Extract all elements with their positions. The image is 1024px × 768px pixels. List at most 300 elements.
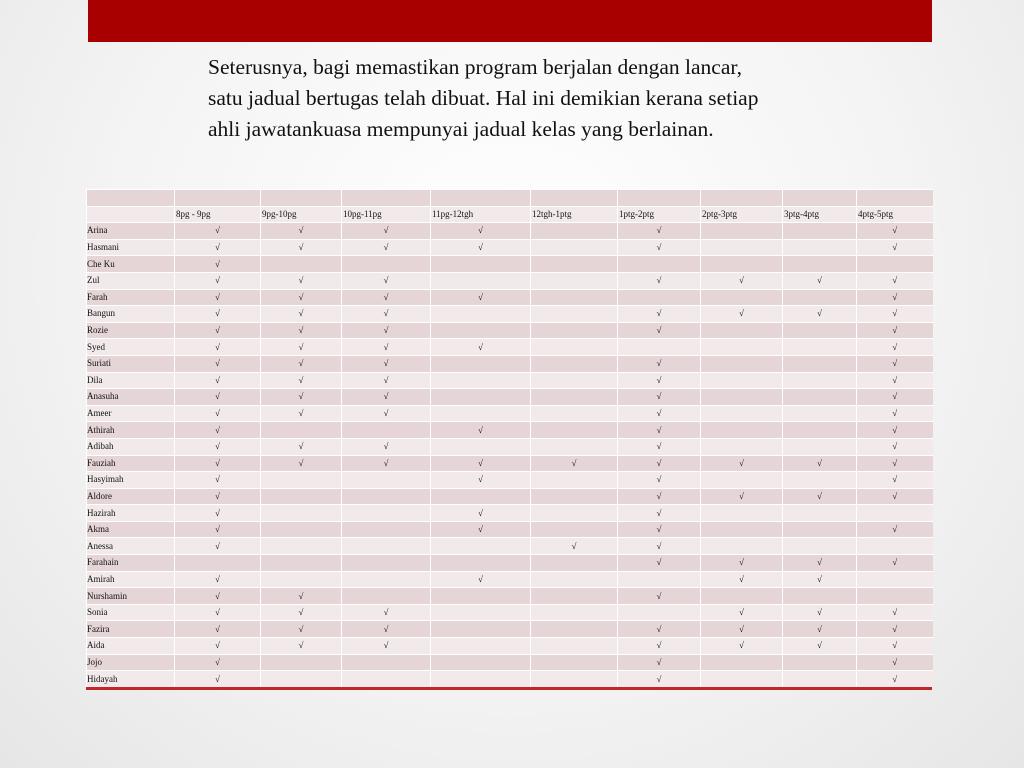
time-slot-header: 2ptg-3ptg (701, 206, 783, 223)
member-name: Hidayah (87, 671, 175, 687)
empty-slot-cell (618, 604, 701, 621)
empty-slot-cell (531, 472, 618, 489)
empty-slot-cell (783, 256, 857, 273)
duty-check-mark: √ (342, 355, 431, 372)
duty-check-mark: √ (857, 472, 933, 489)
duty-check-mark: √ (701, 571, 783, 588)
empty-slot-cell (431, 389, 531, 406)
empty-slot-cell (783, 438, 857, 455)
duty-schedule-table (86, 189, 933, 687)
table-row (87, 256, 933, 273)
empty-slot-cell (531, 272, 618, 289)
empty-slot-cell (531, 654, 618, 671)
duty-check-mark: √ (175, 521, 261, 538)
empty-slot-cell (701, 538, 783, 555)
duty-check-mark: √ (261, 355, 342, 372)
duty-check-mark: √ (618, 372, 701, 389)
empty-slot-cell (531, 571, 618, 588)
duty-check-mark: √ (783, 455, 857, 472)
duty-check-mark: √ (342, 272, 431, 289)
duty-check-mark: √ (261, 306, 342, 323)
blank-cell (342, 190, 431, 207)
duty-check-mark: √ (618, 555, 701, 572)
time-slot-header: 4ptg-5ptg (857, 206, 933, 223)
member-name: Adibah (87, 438, 175, 455)
duty-check-mark: √ (701, 455, 783, 472)
duty-check-mark: √ (175, 239, 261, 256)
empty-slot-cell (783, 339, 857, 356)
empty-slot-cell (431, 488, 531, 505)
empty-slot-cell (531, 355, 618, 372)
duty-check-mark: √ (618, 438, 701, 455)
empty-slot-cell (342, 472, 431, 489)
empty-slot-cell (261, 538, 342, 555)
member-name: Anasuha (87, 389, 175, 406)
table-row (87, 272, 933, 289)
duty-check-mark: √ (857, 604, 933, 621)
duty-check-mark: √ (431, 422, 531, 439)
empty-slot-cell (783, 422, 857, 439)
empty-slot-cell (783, 472, 857, 489)
duty-check-mark: √ (857, 654, 933, 671)
empty-slot-cell (701, 355, 783, 372)
duty-check-mark: √ (618, 505, 701, 522)
duty-check-mark: √ (857, 521, 933, 538)
member-name: Fazira (87, 621, 175, 638)
time-slot-header: 3ptg-4ptg (783, 206, 857, 223)
duty-check-mark: √ (342, 223, 431, 240)
empty-slot-cell (342, 256, 431, 273)
duty-check-mark: √ (431, 223, 531, 240)
table-row (87, 339, 933, 356)
empty-slot-cell (783, 372, 857, 389)
member-name: Rozie (87, 322, 175, 339)
duty-check-mark: √ (618, 472, 701, 489)
empty-slot-cell (618, 571, 701, 588)
empty-slot-cell (531, 256, 618, 273)
duty-check-mark: √ (857, 289, 933, 306)
empty-slot-cell (342, 671, 431, 687)
empty-slot-cell (857, 571, 933, 588)
empty-slot-cell (342, 555, 431, 572)
duty-check-mark: √ (175, 538, 261, 555)
empty-slot-cell (783, 405, 857, 422)
empty-slot-cell (431, 438, 531, 455)
duty-schedule-table-container (86, 189, 932, 690)
empty-slot-cell (701, 223, 783, 240)
duty-check-mark: √ (261, 372, 342, 389)
duty-check-mark: √ (342, 389, 431, 406)
duty-check-mark: √ (175, 322, 261, 339)
empty-slot-cell (431, 671, 531, 687)
table-row (87, 505, 933, 522)
duty-check-mark: √ (857, 389, 933, 406)
duty-check-mark: √ (857, 555, 933, 572)
duty-check-mark: √ (261, 638, 342, 655)
member-name: Ameer (87, 405, 175, 422)
duty-check-mark: √ (618, 389, 701, 406)
empty-slot-cell (701, 671, 783, 687)
duty-check-mark: √ (783, 638, 857, 655)
duty-check-mark: √ (857, 455, 933, 472)
duty-check-mark: √ (175, 289, 261, 306)
time-slot-header-row (87, 206, 933, 223)
empty-slot-cell (857, 538, 933, 555)
empty-slot-cell (342, 422, 431, 439)
empty-slot-cell (531, 621, 618, 638)
table-row (87, 455, 933, 472)
empty-slot-cell (783, 671, 857, 687)
table-row (87, 538, 933, 555)
duty-check-mark: √ (261, 438, 342, 455)
member-name: Athirah (87, 422, 175, 439)
member-name: Fauziah (87, 455, 175, 472)
blank-cell (87, 190, 175, 207)
duty-check-mark: √ (531, 538, 618, 555)
table-row (87, 571, 933, 588)
empty-slot-cell (701, 472, 783, 489)
table-row (87, 322, 933, 339)
duty-check-mark: √ (618, 638, 701, 655)
empty-slot-cell (261, 571, 342, 588)
duty-check-mark: √ (342, 604, 431, 621)
empty-slot-cell (531, 521, 618, 538)
table-row (87, 306, 933, 323)
duty-check-mark: √ (618, 405, 701, 422)
empty-slot-cell (618, 256, 701, 273)
duty-check-mark: √ (431, 239, 531, 256)
empty-slot-cell (531, 438, 618, 455)
duty-check-mark: √ (701, 555, 783, 572)
empty-slot-cell (431, 322, 531, 339)
empty-slot-cell (342, 571, 431, 588)
duty-check-mark: √ (261, 455, 342, 472)
table-row (87, 555, 933, 572)
blank-cell (531, 190, 618, 207)
duty-check-mark: √ (618, 272, 701, 289)
empty-slot-cell (531, 488, 618, 505)
duty-check-mark: √ (261, 272, 342, 289)
duty-check-mark: √ (175, 455, 261, 472)
duty-check-mark: √ (175, 671, 261, 687)
blank-cell (618, 190, 701, 207)
table-row (87, 389, 933, 406)
empty-slot-cell (431, 654, 531, 671)
duty-check-mark: √ (857, 488, 933, 505)
empty-slot-cell (701, 405, 783, 422)
empty-slot-cell (342, 488, 431, 505)
table-row (87, 654, 933, 671)
member-name: Hazirah (87, 505, 175, 522)
duty-check-mark: √ (857, 372, 933, 389)
empty-slot-cell (261, 555, 342, 572)
table-row (87, 638, 933, 655)
empty-slot-cell (261, 505, 342, 522)
duty-check-mark: √ (783, 306, 857, 323)
member-name: Anessa (87, 538, 175, 555)
member-name: Hasmani (87, 239, 175, 256)
empty-slot-cell (783, 654, 857, 671)
member-name: Jojo (87, 654, 175, 671)
member-name: Zul (87, 272, 175, 289)
member-name: Farah (87, 289, 175, 306)
empty-slot-cell (783, 588, 857, 605)
empty-slot-cell (618, 289, 701, 306)
duty-check-mark: √ (342, 372, 431, 389)
duty-check-mark: √ (783, 272, 857, 289)
empty-slot-cell (431, 256, 531, 273)
empty-slot-cell (701, 389, 783, 406)
duty-check-mark: √ (857, 272, 933, 289)
empty-slot-cell (531, 239, 618, 256)
duty-check-mark: √ (431, 571, 531, 588)
empty-slot-cell (342, 505, 431, 522)
empty-slot-cell (431, 538, 531, 555)
member-name: Bangun (87, 306, 175, 323)
duty-check-mark: √ (175, 256, 261, 273)
duty-check-mark: √ (342, 239, 431, 256)
empty-slot-cell (783, 322, 857, 339)
duty-check-mark: √ (261, 223, 342, 240)
duty-check-mark: √ (618, 455, 701, 472)
member-name: Akma (87, 521, 175, 538)
duty-check-mark: √ (175, 405, 261, 422)
empty-slot-cell (531, 422, 618, 439)
duty-check-mark: √ (618, 671, 701, 687)
empty-slot-cell (783, 505, 857, 522)
time-slot-header: 8pg - 9pg (175, 206, 261, 223)
duty-check-mark: √ (261, 405, 342, 422)
duty-check-mark: √ (618, 538, 701, 555)
duty-check-mark: √ (342, 455, 431, 472)
duty-check-mark: √ (175, 272, 261, 289)
table-row (87, 438, 933, 455)
duty-check-mark: √ (342, 438, 431, 455)
blank-cell (783, 190, 857, 207)
duty-check-mark: √ (175, 654, 261, 671)
empty-slot-cell (783, 521, 857, 538)
duty-check-mark: √ (857, 671, 933, 687)
duty-check-mark: √ (261, 239, 342, 256)
empty-slot-cell (701, 372, 783, 389)
empty-slot-cell (431, 272, 531, 289)
blank-header-row (87, 190, 933, 207)
table-row (87, 521, 933, 538)
duty-check-mark: √ (431, 505, 531, 522)
top-accent-bar (88, 0, 932, 42)
member-name: Farahain (87, 555, 175, 572)
duty-check-mark: √ (342, 405, 431, 422)
duty-check-mark: √ (857, 239, 933, 256)
duty-check-mark: √ (261, 289, 342, 306)
duty-check-mark: √ (618, 521, 701, 538)
duty-check-mark: √ (857, 355, 933, 372)
blank-cell (857, 190, 933, 207)
empty-slot-cell (531, 372, 618, 389)
empty-slot-cell (783, 389, 857, 406)
empty-slot-cell (701, 438, 783, 455)
empty-slot-cell (261, 671, 342, 687)
duty-check-mark: √ (783, 604, 857, 621)
empty-slot-cell (531, 588, 618, 605)
empty-slot-cell (261, 521, 342, 538)
duty-check-mark: √ (342, 289, 431, 306)
blank-cell (261, 190, 342, 207)
empty-slot-cell (531, 322, 618, 339)
empty-slot-cell (531, 223, 618, 240)
duty-check-mark: √ (618, 355, 701, 372)
empty-slot-cell (261, 654, 342, 671)
empty-slot-cell (531, 289, 618, 306)
table-row (87, 472, 933, 489)
duty-check-mark: √ (175, 571, 261, 588)
time-slot-header: 10pg-11pg (342, 206, 431, 223)
duty-check-mark: √ (618, 322, 701, 339)
empty-slot-cell (431, 638, 531, 655)
table-row (87, 621, 933, 638)
duty-check-mark: √ (618, 654, 701, 671)
duty-check-mark: √ (175, 638, 261, 655)
empty-slot-cell (531, 339, 618, 356)
duty-check-mark: √ (175, 505, 261, 522)
empty-slot-cell (531, 306, 618, 323)
empty-slot-cell (701, 322, 783, 339)
duty-check-mark: √ (857, 422, 933, 439)
empty-slot-cell (342, 588, 431, 605)
schedule-table-body (87, 190, 933, 687)
duty-check-mark: √ (783, 555, 857, 572)
table-row (87, 422, 933, 439)
empty-slot-cell (431, 372, 531, 389)
table-row (87, 289, 933, 306)
table-row (87, 405, 933, 422)
empty-slot-cell (261, 472, 342, 489)
duty-check-mark: √ (618, 239, 701, 256)
table-row (87, 488, 933, 505)
member-name: Che Ku (87, 256, 175, 273)
empty-slot-cell (431, 588, 531, 605)
duty-check-mark: √ (701, 638, 783, 655)
empty-slot-cell (783, 289, 857, 306)
duty-check-mark: √ (175, 472, 261, 489)
member-name: Aida (87, 638, 175, 655)
empty-slot-cell (431, 604, 531, 621)
empty-slot-cell (701, 256, 783, 273)
empty-slot-cell (431, 306, 531, 323)
empty-slot-cell (261, 256, 342, 273)
empty-slot-cell (531, 389, 618, 406)
duty-check-mark: √ (531, 455, 618, 472)
duty-check-mark: √ (342, 306, 431, 323)
empty-slot-cell (783, 239, 857, 256)
duty-check-mark: √ (857, 638, 933, 655)
duty-check-mark: √ (701, 621, 783, 638)
duty-check-mark: √ (175, 355, 261, 372)
corner-cell (87, 206, 175, 223)
table-row (87, 239, 933, 256)
table-row (87, 372, 933, 389)
time-slot-header: 9pg-10pg (261, 206, 342, 223)
duty-check-mark: √ (175, 389, 261, 406)
duty-check-mark: √ (342, 339, 431, 356)
empty-slot-cell (701, 654, 783, 671)
member-name: Amirah (87, 571, 175, 588)
duty-check-mark: √ (857, 223, 933, 240)
empty-slot-cell (342, 538, 431, 555)
duty-check-mark: √ (175, 604, 261, 621)
duty-check-mark: √ (857, 306, 933, 323)
duty-check-mark: √ (261, 621, 342, 638)
empty-slot-cell (783, 355, 857, 372)
duty-check-mark: √ (261, 339, 342, 356)
duty-check-mark: √ (857, 339, 933, 356)
duty-check-mark: √ (618, 306, 701, 323)
duty-check-mark: √ (783, 571, 857, 588)
member-name: Aldore (87, 488, 175, 505)
empty-slot-cell (701, 289, 783, 306)
duty-check-mark: √ (175, 372, 261, 389)
duty-check-mark: √ (431, 521, 531, 538)
intro-paragraph: Seterusnya, bagi memastikan program berjalan dengan lancar, satu jadual bertugas telah dibuat. Hal ini demikian kerana setiap ahli jawatankuasa mempunyai jadual kelas yang berlainan. (208, 55, 759, 141)
member-name: Arina (87, 223, 175, 240)
duty-check-mark: √ (618, 223, 701, 240)
time-slot-header: 1ptg-2ptg (618, 206, 701, 223)
duty-check-mark: √ (342, 621, 431, 638)
duty-check-mark: √ (175, 621, 261, 638)
duty-check-mark: √ (618, 422, 701, 439)
blank-cell (701, 190, 783, 207)
empty-slot-cell (531, 555, 618, 572)
member-name: Dila (87, 372, 175, 389)
blank-cell (175, 190, 261, 207)
duty-check-mark: √ (431, 289, 531, 306)
duty-check-mark: √ (701, 488, 783, 505)
duty-check-mark: √ (783, 621, 857, 638)
table-row (87, 671, 933, 687)
member-name: Suriati (87, 355, 175, 372)
duty-check-mark: √ (701, 604, 783, 621)
empty-slot-cell (431, 405, 531, 422)
member-name: Hasyimah (87, 472, 175, 489)
member-name: Sonia (87, 604, 175, 621)
member-name: Nurshamin (87, 588, 175, 605)
table-row (87, 223, 933, 240)
duty-check-mark: √ (431, 455, 531, 472)
empty-slot-cell (531, 638, 618, 655)
duty-check-mark: √ (701, 272, 783, 289)
empty-slot-cell (431, 355, 531, 372)
duty-check-mark: √ (857, 621, 933, 638)
duty-check-mark: √ (701, 306, 783, 323)
duty-check-mark: √ (175, 488, 261, 505)
empty-slot-cell (701, 505, 783, 522)
empty-slot-cell (531, 604, 618, 621)
time-slot-header: 12tgh-1ptg (531, 206, 618, 223)
blank-cell (431, 190, 531, 207)
empty-slot-cell (531, 671, 618, 687)
duty-check-mark: √ (618, 621, 701, 638)
duty-check-mark: √ (261, 588, 342, 605)
empty-slot-cell (261, 422, 342, 439)
duty-check-mark: √ (175, 339, 261, 356)
duty-check-mark: √ (175, 306, 261, 323)
duty-check-mark: √ (175, 422, 261, 439)
empty-slot-cell (618, 339, 701, 356)
empty-slot-cell (701, 239, 783, 256)
duty-check-mark: √ (618, 488, 701, 505)
empty-slot-cell (857, 505, 933, 522)
duty-check-mark: √ (857, 322, 933, 339)
